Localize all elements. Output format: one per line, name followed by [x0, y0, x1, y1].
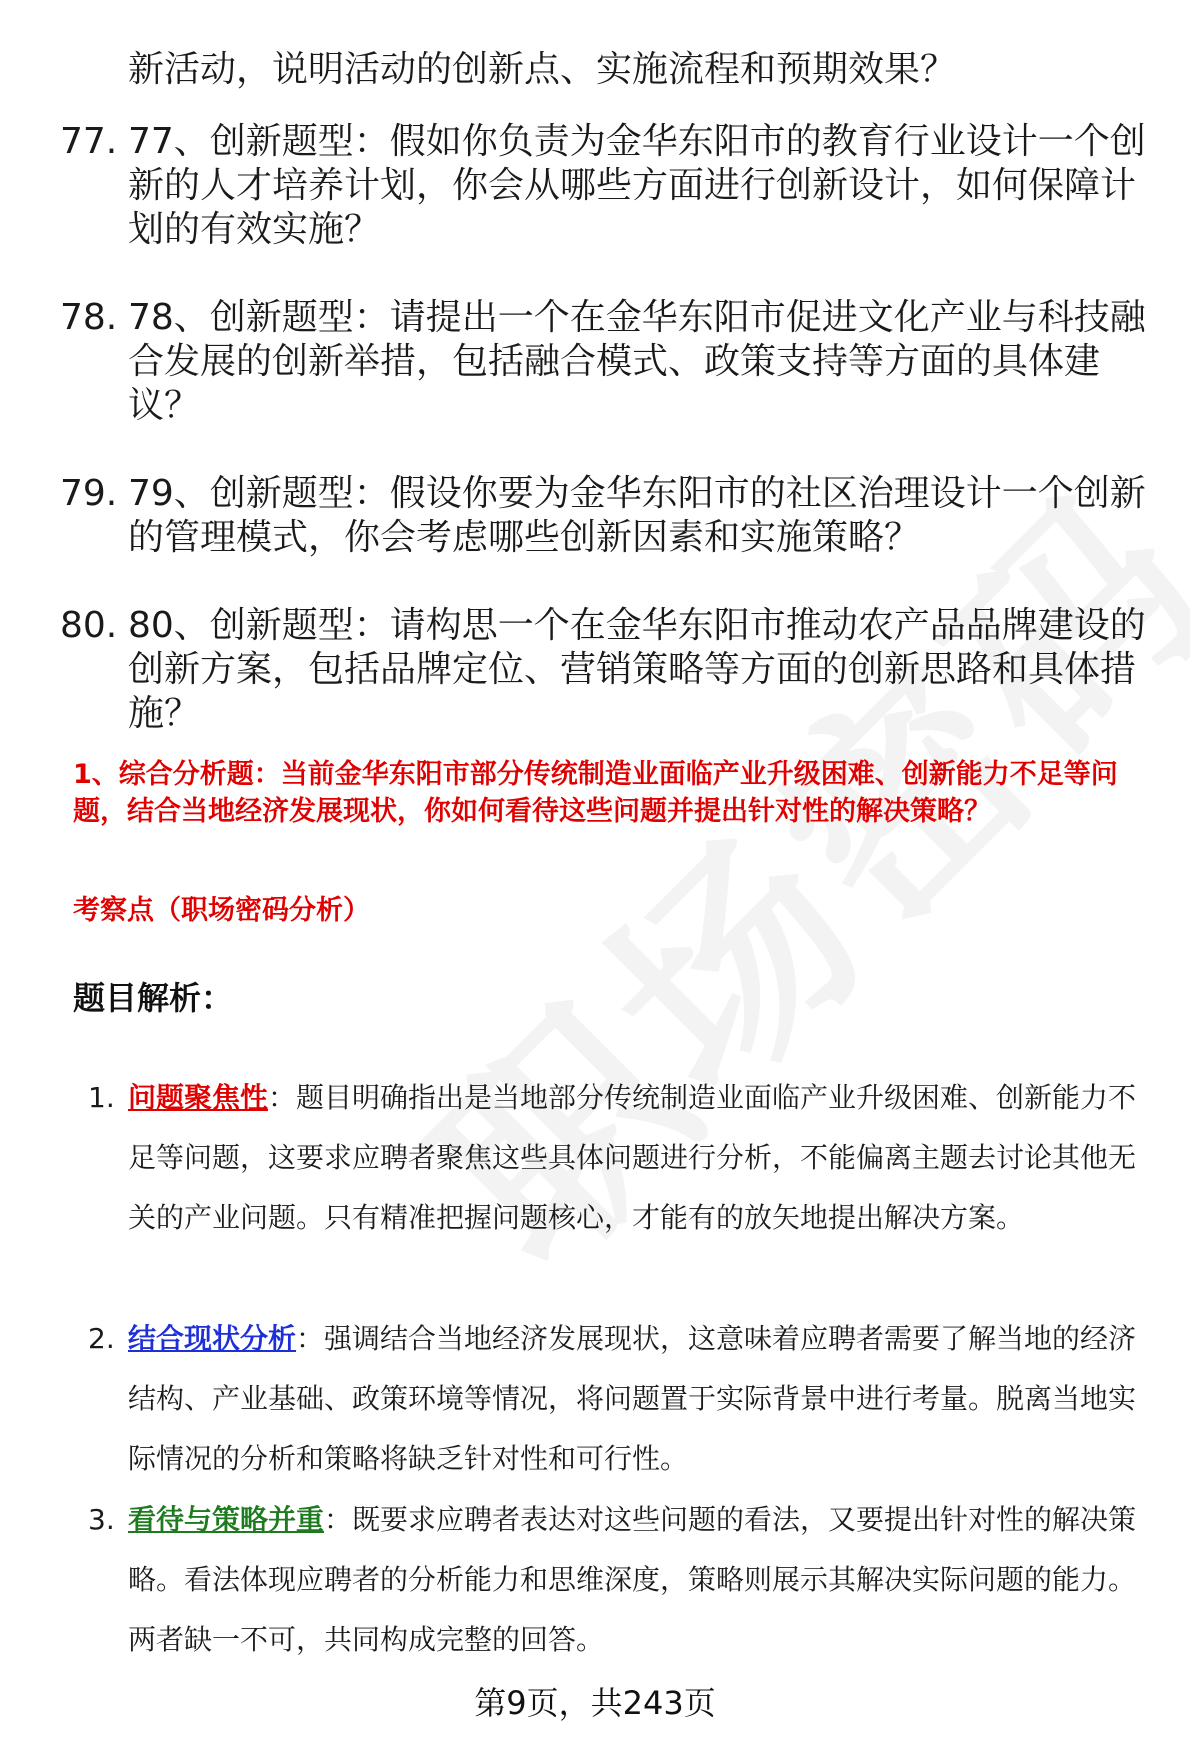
- question-text: 80、创新题型：请构思一个在金华东阳市推动农产品品牌建设的创新方案，包括品牌定位、营销策略等方面的创新思路和具体措施？: [128, 605, 1146, 734]
- analysis-question: 1、综合分析题：当前金华东阳市部分传统制造业面临产业升级困难、创新能力不足等问题，结合当地经济发展现状，你如何看待这些问题并提出针对性的解决策略？: [73, 759, 1118, 827]
- question-text: 78、创新题型：请提出一个在金华东阳市促进文化产业与科技融合发展的创新举措，包括融合模式、政策支持等方面的具体建议？: [128, 297, 1146, 426]
- point-text: ：强调结合当地经济发展现状，这意味着应聘者需要了解当地的经济结构、产业基础、政策环境等情况，将问题置于实际背景中进行考量。脱离当地实际情况的分析和策略将缺乏针对性和可行性。: [128, 1322, 1137, 1475]
- question-continued-text: 新活动，说明活动的创新点、实施流程和预期效果？: [128, 49, 957, 90]
- question-text: 77、创新题型：假如你负责为金华东阳市的教育行业设计一个创新的人才培养计划，你会从哪些方面进行创新设计，如何保障计划的有效实施？: [128, 121, 1146, 250]
- point-keyword: 看待与策略并重: [128, 1503, 325, 1536]
- question-number: 80.: [60, 605, 118, 646]
- question-number: 79.: [60, 473, 118, 514]
- question-number: 77.: [60, 121, 118, 162]
- page-footer: 第9页，共243页: [474, 1684, 716, 1722]
- point-body: [128, 1309, 1150, 1489]
- point-body: [128, 1068, 1150, 1248]
- point-text: ：题目明确指出是当地部分传统制造业面临产业升级困难、创新能力不足等问题，这要求应聘者聚焦这些具体问题进行分析，不能偏离主题去讨论其他无关的产业问题。只有精准把握问题核心，才能有的放矢地提出解决方案。: [128, 1081, 1137, 1234]
- question-text: 79、创新题型：假设你要为金华东阳市的社区治理设计一个创新的管理模式，你会考虑哪些创新因素和实施策略？: [128, 473, 1146, 558]
- point-keyword: 问题聚焦性: [128, 1081, 269, 1114]
- section-title: 题目解析：: [73, 979, 234, 1017]
- point-number: 2.: [88, 1322, 115, 1355]
- point-number: 3.: [88, 1503, 115, 1536]
- point-number: 1.: [88, 1081, 115, 1114]
- point-body: [128, 1490, 1150, 1670]
- analysis-subheading: 考察点（职场密码分析）: [73, 895, 370, 926]
- point-text: ：既要求应聘者表达对这些问题的看法，又要提出针对性的解决策略。看法体现应聘者的分析能力和思维深度，策略则展示其解决实际问题的能力。两者缺一不可，共同构成完整的回答。: [128, 1503, 1137, 1656]
- point-keyword: 结合现状分析: [128, 1322, 297, 1355]
- question-number: 78.: [60, 297, 118, 338]
